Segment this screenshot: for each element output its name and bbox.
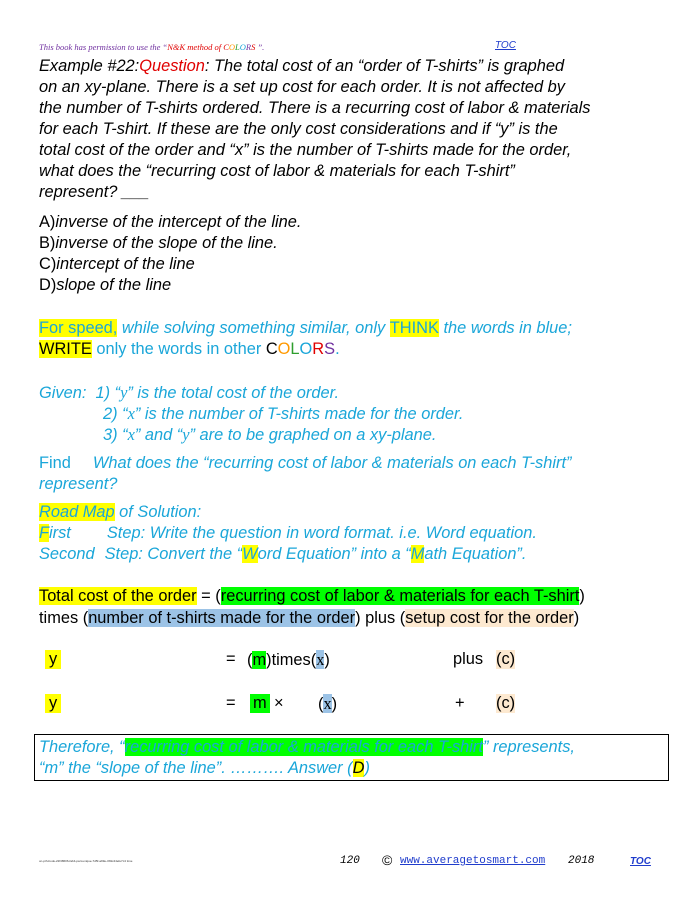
- choice-b: B)inverse of the slope of the line.: [39, 234, 278, 252]
- answer-box: [34, 734, 669, 781]
- given-line-1: Given: 1) “y” is the total cost of the order.: [39, 383, 340, 402]
- speed-line-2: WRITE only the words in other COLORS.: [39, 340, 340, 358]
- find-line-1: Find What does the “recurring cost of labor & materials on each T-shirt”: [39, 454, 572, 472]
- permission-prefix: This book has permission to use the “: [39, 42, 168, 52]
- question-line-6: what does the “recurring cost of labor & materials for each T-shirt”: [39, 162, 515, 180]
- permission-brand: N&K method of: [167, 42, 222, 52]
- choice-c: C)intercept of the line: [39, 255, 195, 273]
- toc-link-top[interactable]: TOC: [495, 40, 516, 51]
- find-line-2: represent?: [39, 475, 118, 493]
- question-label: Question: [139, 57, 205, 75]
- math-row-2: y = m × (x) + (c): [0, 694, 699, 718]
- roadmap-first: First Step: Write the question in word format. i.e. Word equation.: [39, 524, 537, 542]
- word-equation-line-1: Total cost of the order = (recurring cost of labor & materials for each T-shirt): [39, 587, 585, 605]
- question-line-5: total cost of the order and “x” is the number of T-shirts made for the order,: [39, 141, 572, 159]
- answer-line-1: Therefore, “recurring cost of labor & materials for each T-shirt” represents,: [39, 738, 575, 756]
- example-number: Example #22:: [39, 57, 140, 75]
- word-equation-line-2: times (number of t-shirts made for the order) plus (setup cost for the order): [39, 609, 580, 627]
- speed-line-1: For speed, while solving something similar, only THINK the words in blue;: [39, 319, 572, 337]
- question-line-1: Example #22:Question: The total cost of an “order of T-shirts” is graphed: [39, 57, 565, 75]
- question-line-2: on an xy-plane. There is a set up cost for each order. It is not affected by: [39, 78, 565, 96]
- roadmap-title: Road Map of Solution:: [39, 503, 202, 521]
- given-line-3: 3) “x” and “y” are to be graphed on a xy-plane.: [103, 425, 437, 444]
- choice-d: D)slope of the line: [39, 276, 172, 294]
- given-line-2: 2) “x” is the number of T-shirts made for the order.: [103, 404, 464, 423]
- colors-word: COLORS: [265, 340, 336, 358]
- copyright-symbol: ©: [382, 852, 393, 868]
- permission-colors: COLORS: [223, 42, 256, 52]
- question-line-7: represent? ___: [39, 183, 150, 201]
- footer-year: 2018: [568, 855, 595, 867]
- roadmap-second: Second Step: Convert the “Word Equation” into a “Math Equation”.: [39, 545, 527, 563]
- answer-line-2: “m” the “slope of the line”. ………. Answer (D): [39, 759, 370, 777]
- question-line-3: the number of T-shirts ordered. There is a recurring cost of labor & materials: [39, 99, 591, 117]
- website-link[interactable]: www.averagetosmart.com: [400, 855, 546, 867]
- permission-suffix: ”.: [257, 42, 265, 52]
- footer-tiny-text: on-pth-book-22f48606-fab4-part-unique-7d5f-a99e-3b9c44efe7c4 time: [39, 859, 133, 863]
- math-row-1: y = (m)times(x) plus (c): [0, 650, 699, 674]
- toc-link-bottom[interactable]: TOC: [630, 856, 651, 867]
- choice-a: A)inverse of the intercept of the line.: [39, 213, 302, 231]
- permission-note: [39, 42, 264, 52]
- question-line-4: for each T-shirt. If these are the only cost considerations and if “y” is the: [39, 120, 558, 138]
- page-number: 120: [340, 855, 360, 867]
